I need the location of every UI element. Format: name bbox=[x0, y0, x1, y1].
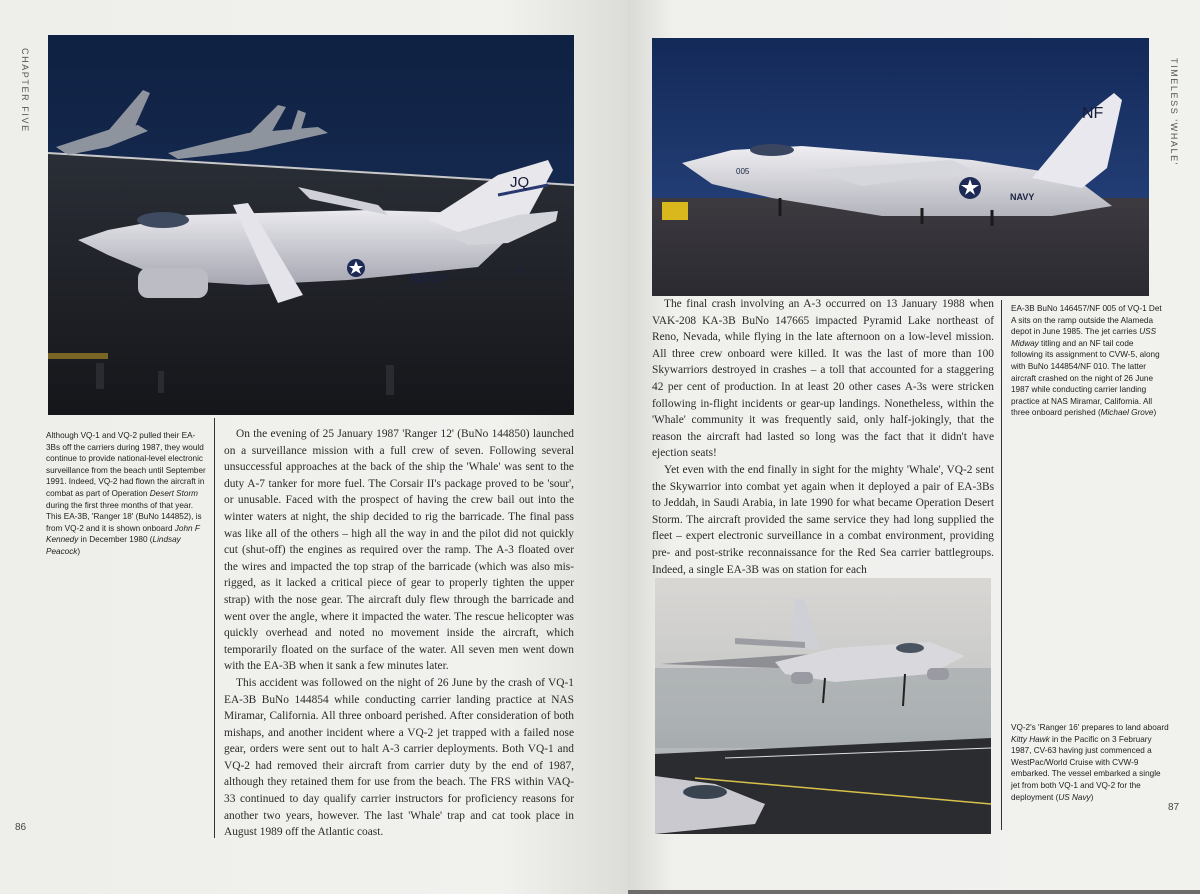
photo-nose-number: 005 bbox=[736, 167, 750, 176]
left-paragraph-1: On the evening of 25 January 1987 'Ranger 12' (BuNo 144850) launched on a surveillance mission with a full crew of seven. Following several unsuccessful approaches at the back of the ship the 'Whale' was sent to the duty A-7 tanker for more fuel. The Corsair II's package proved to be 'sour', or unusable. Faced with the prospect of having the crew bail out into the winter waters at night, the ship decided to rig the barricade. The final pass was like all of the others – high all the way in and the pilot did not quickly cut (shut-off) the engines as required over the ramp. The A-3 floated over the wires and impacted the top strap of the barricade (which was also mis-rigged, as it lacked a critical piece of gear to properly tighten the upper strap) with the nose gear. The aircraft duly flew through the barricade and went over the angle, where it impacted the water. The rescue helicopter was quickly overhead and noted no movement inside the aircraft, which temporarily floated on the surface of the water. All seven men went down with the EA-3B when it sank a few minutes later. bbox=[224, 428, 574, 673]
column-rule-right bbox=[1001, 300, 1002, 830]
running-head-left: CHAPTER FIVE bbox=[20, 48, 30, 133]
left-caption: Although VQ-1 and VQ-2 pulled their EA-3Bs off the carriers during 1987, they would continue to provide national-level electronic surveillance from the beach until September 1991. Indeed, VQ-2 had flown the aircraft in combat as part of Operation Desert Storm during the first three months of that year. This EA-3B, 'Ranger 18' (BuNo 144852), is from VQ-2 and it is shown onboard John F Kennedy in December 1980 (Lindsay Peacock) bbox=[46, 431, 206, 556]
right-caption-bottom: VQ-2's 'Ranger 16' prepares to land aboard Kitty Hawk in the Pacific on 3 February 1987, CV-63 having just commenced a WestPac/World Cruise with CVW-9 embarked. The vessel embarked a single jet from both VQ-1 and VQ-2 for the deployment (US Navy) bbox=[1011, 723, 1169, 802]
photo-ea3b-on-deck bbox=[48, 35, 574, 415]
photo-tail-code-nf: NF bbox=[1082, 105, 1104, 122]
page-number-right: 87 bbox=[1168, 802, 1180, 813]
column-rule-left bbox=[214, 418, 215, 838]
right-body-text bbox=[652, 296, 994, 578]
right-page bbox=[628, 0, 1200, 890]
photo-ea3b-landing bbox=[655, 578, 991, 834]
right-paragraph-1: The final crash involving an A-3 occurred on 13 January 1988 when VAK-208 KA-3B BuNo 147665 impacted Pyramid Lake northeast of Reno, Nevada, while flying in the late afternoon on a low-level mission. All three crew onboard were killed. It was the last of more than 100 Skywarriors destroyed in crashes – a toll that accounted for a staggering 42 per cent of production. In at least 20 other cases A-3s were stricken following in-flight incidents or gear-up landings. Nonetheless, within the 'Whale' community it was frequently said, only half-jokingly, that the reason the aircraft had lasted so long was the fact that it didn't have ejection seats! bbox=[652, 298, 994, 460]
left-body-text bbox=[224, 426, 574, 841]
photo-tail-number: 18 bbox=[514, 266, 523, 275]
photo-navy-marking-right: NAVY bbox=[1010, 192, 1035, 202]
photo-navy-marking: NAVY bbox=[410, 270, 448, 286]
photo-ea3b-on-ramp bbox=[652, 38, 1149, 296]
right-paragraph-2: Yet even with the end finally in sight for the mighty 'Whale', VQ-2 sent the Skywarrior into combat yet again when it deployed a pair of EA-3Bs to Jeddah, in Saudi Arabia, in late 1990 for what became Operation Desert Storm. The aircraft provided the same service they had long supplied the fleet – expert electronic surveillance in a combat environment, providing pre- and post-strike reconnaissance for the Red Sea carrier battlegroups. Indeed, a single EA-3B was on station for each bbox=[652, 463, 994, 576]
page-number-left: 86 bbox=[15, 822, 27, 833]
running-head-right: TIMELESS 'WHALE' bbox=[1169, 58, 1179, 167]
left-paragraph-2: This accident was followed on the night of 26 June by the crash of VQ-1 EA-3B BuNo 144854 while conducting carrier landing practice at NAS Miramar, California. All three onboard perished. After consideration of both mishaps, and another incident where a VQ-2 jet trapped with a failed nose gear, orders were sent out to halt A-3 carrier deployments. Both VQ-1 and VQ-2 had removed their aircraft from carrier duty by the end of 1987, although they retained them for use from the beach. The FRS within VAQ-33 continued to day qualify carrier instructors for proficiency reasons for another two years, however. The last 'Whale' trap and cat took place in August 1989 off the Atlantic coast. bbox=[224, 676, 574, 839]
photo-tail-code: JQ bbox=[510, 174, 530, 191]
right-caption-top: EA-3B BuNo 146457/NF 005 of VQ-1 Det A sits on the ramp outside the Alameda depot in June 1985. The jet carries USS Midway titling and an NF tail code following its assignment to CVW-5, along with BuNo 144854/NF 010. The latter aircraft crashed on the night of 26 June 1987 while conducting carrier landing practice at NAS Miramar, California. All three onboard perished (Michael Grove) bbox=[1011, 304, 1162, 418]
